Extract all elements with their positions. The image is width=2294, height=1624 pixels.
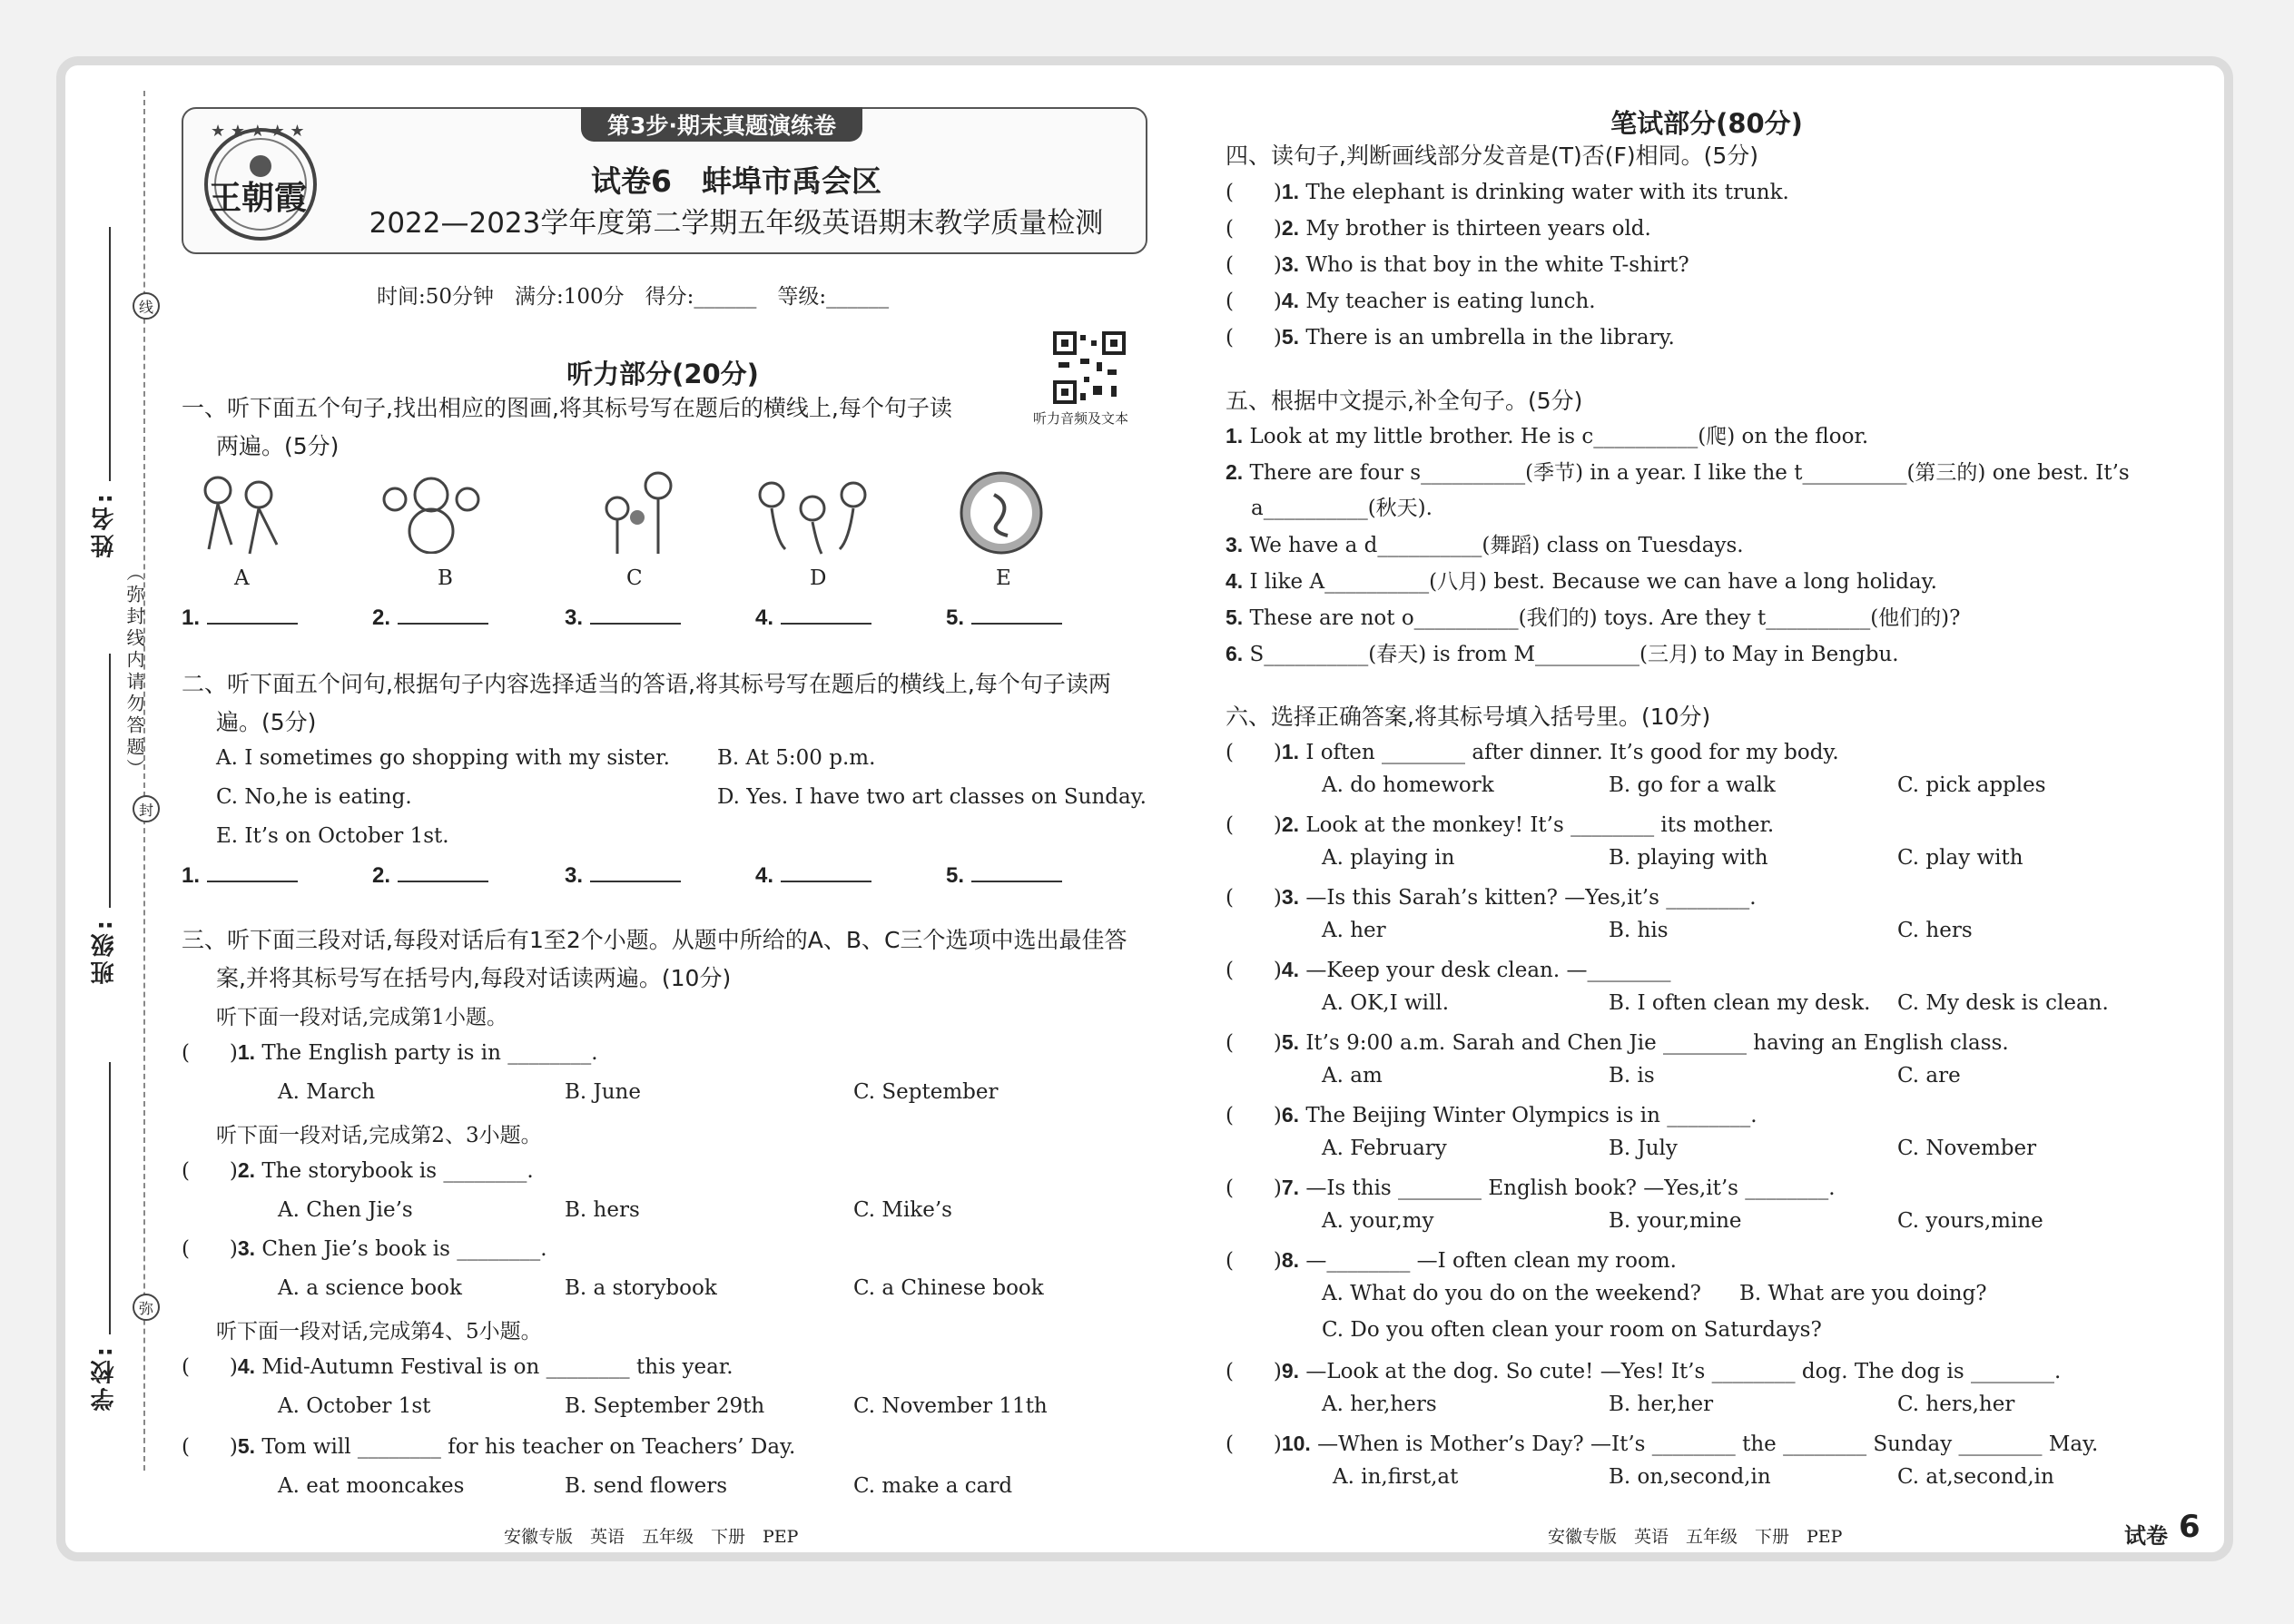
s2-answer-4[interactable]: 4.: [755, 862, 871, 889]
s6-item-6[interactable]: ( )6. The Beijing Winter Olympics is in ________.: [1226, 1103, 1757, 1127]
s6-item-6-option-b: B. July: [1609, 1137, 1678, 1160]
name-label: 姓名:: [91, 490, 118, 558]
s6-item-8-option-a: A. What do you do on the weekend?: [1322, 1282, 1701, 1305]
s6-item-9[interactable]: ( )9. —Look at the dog. So cute! —Yes! It’s ________ dog. The dog is ________.: [1226, 1359, 2062, 1383]
s6-item-5[interactable]: ( )5. It’s 9:00 a.m. Sarah and Chen Jie ________ having an English class.: [1226, 1030, 2009, 1055]
s6-item-7-option-c: C. yours,mine: [1897, 1209, 2043, 1233]
binding-mark-feng: 封: [133, 795, 160, 822]
s6-item-8[interactable]: ( )8. —________ —I often clean my room.: [1226, 1248, 1677, 1273]
footer-left: 安徽专版 英语 五年级 下册 PEP: [504, 1527, 799, 1547]
s6-item-7[interactable]: ( )7. —Is this ________ English book? —Yes,it’s ________.: [1226, 1176, 1836, 1200]
s2-answer-1[interactable]: 1.: [182, 862, 298, 889]
s3-item-1-option-b: B. June: [565, 1080, 641, 1104]
s2-answer-3[interactable]: 3.: [565, 862, 681, 889]
s6-item-9-option-a: A. her,hers: [1322, 1393, 1437, 1416]
s6-item-10-option-c: C. at,second,in: [1897, 1465, 2054, 1489]
s3-item-5-option-a: A. eat mooncakes: [278, 1474, 465, 1498]
picture-label-e: E: [996, 566, 1011, 590]
s3-item-1-option-a: A. March: [278, 1080, 376, 1104]
section1-heading: 一、听下面五个句子,找出相应的图画,将其标号写在题后的横线上,每个句子读: [182, 395, 952, 421]
s1-answer-5[interactable]: 5.: [946, 605, 1062, 631]
s6-item-8-option-c: C. Do you often clean your room on Saturdays?: [1322, 1318, 1822, 1342]
s3-item-5[interactable]: ( )5. Tom will ________ for his teacher on Teachers’ Day.: [182, 1434, 796, 1459]
s6-item-5-option-a: A. am: [1322, 1064, 1383, 1088]
s3-item-4-option-c: C. November 11th: [853, 1394, 1048, 1418]
exam-subtitle: 2022—2023学年度第二学期五年级英语期末教学质量检测: [369, 207, 1104, 240]
s3-item-4-option-a: A. October 1st: [278, 1394, 431, 1418]
s5-item-2[interactable]: 2. There are four s__________(季节) in a year. I like the t__________(第三的) one best. It’s: [1226, 460, 2130, 485]
s3-intro-2: 听下面一段对话,完成第2、3小题。: [216, 1124, 542, 1147]
s3-item-3-option-a: A. a science book: [278, 1276, 462, 1300]
s2-option-c: C. No,he is eating.: [216, 785, 412, 809]
s4-item-4[interactable]: ( )4. My teacher is eating lunch.: [1226, 289, 1596, 313]
s3-item-3-option-b: B. a storybook: [565, 1276, 717, 1300]
s6-item-3-option-a: A. her: [1322, 919, 1386, 942]
s5-item-3[interactable]: 3. We have a d__________(舞蹈) class on Tuesdays.: [1226, 533, 1744, 557]
s6-item-6-option-a: A. February: [1322, 1137, 1447, 1160]
section3-heading: 三、听下面三段对话,每段对话后有1至2个小题。从题中所给的A、B、C三个选项中选出最佳答: [182, 927, 1127, 953]
s6-item-9-option-c: C. hers,her: [1897, 1393, 2015, 1416]
svg-text:★ ★ ★ ★ ★: ★ ★ ★ ★ ★: [211, 122, 305, 141]
picture-e-medal: [958, 468, 1049, 558]
picture-a-children-playing: [182, 468, 300, 558]
picture-label-d: D: [810, 566, 827, 590]
exam-info: 时间:50分钟 满分:100分 得分:______ 等级:______: [377, 285, 890, 309]
s6-item-2-option-c: C. play with: [1897, 846, 2023, 870]
picture-c-boy-flowers: [581, 468, 699, 558]
page-label: 试卷: [2124, 1523, 2168, 1549]
s1-answer-2[interactable]: 2.: [372, 605, 488, 631]
s3-item-2-option-a: A. Chen Jie’s: [278, 1198, 413, 1222]
s5-item-5[interactable]: 5. These are not o__________(我们的) toys. Are they t__________(他们的)?: [1226, 605, 1961, 630]
s6-item-5-option-b: B. is: [1609, 1064, 1655, 1088]
listening-title: 听力部分(20分): [566, 359, 759, 389]
s6-item-1-option-c: C. pick apples: [1897, 773, 2046, 797]
s3-intro-1: 听下面一段对话,完成第1小题。: [216, 1006, 507, 1029]
s3-item-3[interactable]: ( )3. Chen Jie’s book is ________.: [182, 1236, 547, 1261]
section6-heading: 六、选择正确答案,将其标号填入括号里。(10分): [1226, 704, 1711, 730]
binding-mark-xian: 线: [133, 292, 160, 320]
s3-item-3-option-c: C. a Chinese book: [853, 1276, 1044, 1300]
section3-heading-cont: 案,并将其标号写在括号内,每段对话读两遍。(10分): [216, 965, 732, 991]
s3-item-1[interactable]: ( )1. The English party is in ________.: [182, 1040, 598, 1065]
s6-item-4-option-a: A. OK,I will.: [1322, 991, 1450, 1015]
s3-item-2[interactable]: ( )2. The storybook is ________.: [182, 1158, 534, 1183]
s6-item-1[interactable]: ( )1. I often ________ after dinner. It’s good for my body.: [1226, 740, 1839, 764]
section5-heading: 五、根据中文提示,补全句子。(5分): [1226, 388, 1583, 414]
page-number: 6: [2179, 1509, 2200, 1545]
s1-answer-4[interactable]: 4.: [755, 605, 871, 631]
picture-d-monkeys: [749, 468, 867, 558]
section2-heading: 二、听下面五个问句,根据句子内容选择适当的答语,将其标号写在题后的横线上,每个句子读两: [182, 671, 1111, 697]
picture-b-snowman: [372, 463, 490, 554]
written-title: 笔试部分(80分): [1610, 108, 1803, 139]
section1-heading-cont: 两遍。(5分): [216, 433, 340, 459]
s6-item-1-option-a: A. do homework: [1322, 773, 1494, 797]
school-line[interactable]: [109, 1062, 111, 1334]
s6-item-4[interactable]: ( )4. —Keep your desk clean. —________: [1226, 958, 1671, 982]
s6-item-4-option-b: B. I often clean my desk.: [1609, 991, 1871, 1015]
s3-intro-3: 听下面一段对话,完成第4、5小题。: [216, 1320, 542, 1343]
s6-item-3-option-b: B. his: [1609, 919, 1669, 942]
s4-item-5[interactable]: ( )5. There is an umbrella in the library.: [1226, 325, 1675, 349]
seal-note: （弥封线内请勿答题）: [123, 563, 145, 781]
s6-item-6-option-c: C. November: [1897, 1137, 2037, 1160]
s6-item-9-option-b: B. her,her: [1609, 1393, 1714, 1416]
s3-item-4-option-b: B. September 29th: [565, 1394, 765, 1418]
class-line[interactable]: [109, 654, 111, 908]
s6-item-10-option-b: B. on,second,in: [1609, 1465, 1771, 1489]
logo-text: 王朝霞: [209, 180, 308, 216]
s6-item-8-option-b: B. What are you doing?: [1739, 1282, 1987, 1305]
s6-item-10[interactable]: ( )10. —When is Mother’s Day? —It’s ________ the ________ Sunday ________ May.: [1226, 1432, 2099, 1456]
s6-item-7-option-a: A. your,my: [1322, 1209, 1434, 1233]
s6-item-2[interactable]: ( )2. Look at the monkey! It’s ________ its mother.: [1226, 812, 1775, 837]
s3-item-4[interactable]: ( )4. Mid-Autumn Festival is on ________ this year.: [182, 1354, 733, 1379]
s5-item-2-cont[interactable]: a__________(秋天).: [1251, 497, 1433, 520]
s2-option-e: E. It’s on October 1st.: [216, 824, 449, 848]
s4-item-3[interactable]: ( )3. Who is that boy in the white T-shirt?: [1226, 252, 1689, 277]
binding-mark-mi: 弥: [133, 1294, 160, 1321]
s6-item-10-option-a: A. in,first,at: [1333, 1465, 1459, 1489]
s3-item-2-option-c: C. Mike’s: [853, 1198, 952, 1222]
s4-item-2[interactable]: ( )2. My brother is thirteen years old.: [1226, 216, 1651, 241]
qr-caption: 听力音频及文本: [1033, 410, 1129, 427]
s6-item-3-option-c: C. hers: [1897, 919, 1973, 942]
picture-label-b: B: [438, 566, 453, 590]
s6-item-3[interactable]: ( )3. —Is this Sarah’s kitten? —Yes,it’s ________.: [1226, 885, 1757, 910]
s6-item-7-option-b: B. your,mine: [1609, 1209, 1742, 1233]
section2-heading-cont: 遍。(5分): [216, 709, 317, 735]
s3-item-5-option-c: C. make a card: [853, 1474, 1013, 1498]
s1-answer-1[interactable]: 1.: [182, 605, 298, 631]
s6-item-2-option-b: B. playing with: [1609, 846, 1768, 870]
s6-item-2-option-a: A. playing in: [1322, 846, 1455, 870]
s3-item-2-option-b: B. hers: [565, 1198, 640, 1222]
picture-label-a: A: [234, 566, 250, 590]
s5-item-6[interactable]: 6. S__________(春天) is from M__________(三月) to May in Bengbu.: [1226, 642, 1899, 666]
s2-answer-2[interactable]: 2.: [372, 862, 488, 889]
s5-item-4[interactable]: 4. I like A__________(八月) best. Because we can have a long holiday.: [1226, 569, 1937, 594]
exam-title: 试卷6 蚌埠市禹会区: [591, 163, 881, 199]
footer-right: 安徽专版 英语 五年级 下册 PEP: [1548, 1527, 1843, 1547]
s2-answer-5[interactable]: 5.: [946, 862, 1062, 889]
s3-item-5-option-b: B. send flowers: [565, 1474, 728, 1498]
s1-answer-3[interactable]: 3.: [565, 605, 681, 631]
s4-item-1[interactable]: ( )1. The elephant is drinking water with its trunk.: [1226, 180, 1789, 204]
s2-option-b: B. At 5:00 p.m.: [717, 746, 876, 770]
section4-heading: 四、读句子,判断画线部分发音是(T)否(F)相同。(5分): [1226, 143, 1759, 169]
s2-option-d: D. Yes. I have two art classes on Sunday.: [717, 785, 1147, 809]
step-banner: 第3步·期末真题演练卷: [581, 107, 862, 142]
class-label: 班级:: [91, 917, 118, 985]
s6-item-1-option-b: B. go for a walk: [1609, 773, 1776, 797]
s6-item-5-option-c: C. are: [1897, 1064, 1961, 1088]
name-line[interactable]: [109, 227, 111, 481]
s6-item-4-option-c: C. My desk is clean.: [1897, 991, 2109, 1015]
school-label: 学校:: [91, 1343, 118, 1412]
s3-item-1-option-c: C. September: [853, 1080, 999, 1104]
s5-item-1[interactable]: 1. Look at my little brother. He is c__________(爬) on the floor.: [1226, 424, 1869, 448]
s2-option-a: A. I sometimes go shopping with my sister.: [216, 746, 670, 770]
picture-label-c: C: [626, 566, 643, 590]
